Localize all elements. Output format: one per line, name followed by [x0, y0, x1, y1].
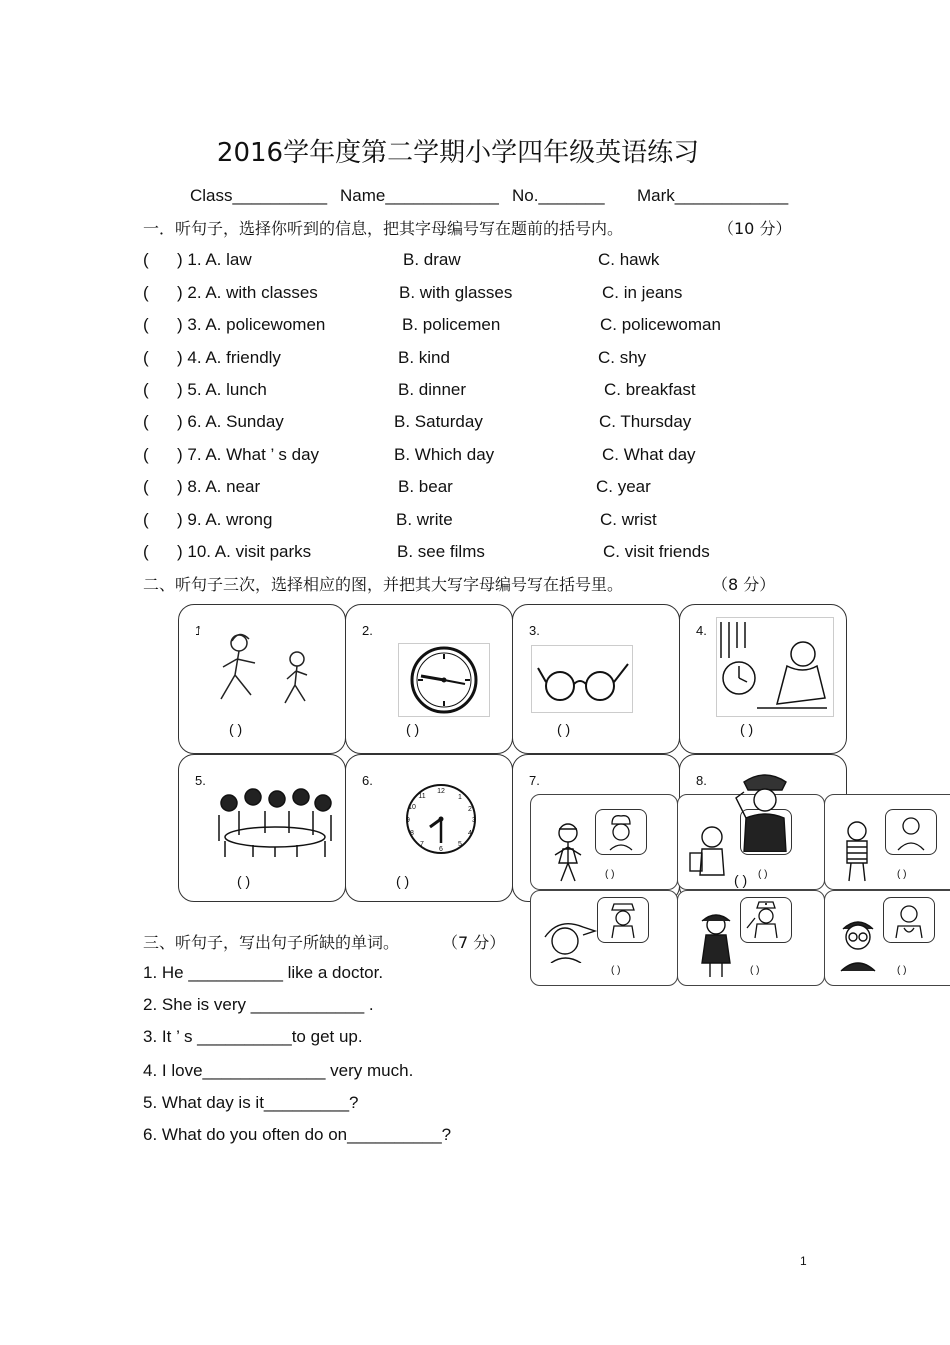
picture-card-1: [178, 604, 346, 754]
section3-score: （7 分）: [442, 933, 506, 952]
question-option-a: ) 5. A. lunch: [177, 380, 267, 399]
answer-paren[interactable]: (: [143, 542, 149, 561]
question-option-c: C. visit friends: [603, 542, 710, 561]
question-option-c: C. policewoman: [600, 315, 721, 334]
answer-blank[interactable]: ( ): [557, 721, 571, 737]
section2-score: （8 分）: [712, 575, 776, 594]
fill-sentence-5[interactable]: 5. What day is it_________?: [143, 1093, 359, 1112]
speech-bubble: [740, 897, 792, 943]
name-field[interactable]: Name____________: [340, 186, 499, 205]
question-option-a: ) 4. A. friendly: [177, 348, 281, 367]
answer-blank[interactable]: ( ): [229, 721, 243, 737]
question-option-b: B. bear: [398, 477, 453, 496]
picture-number: 6.: [362, 773, 373, 788]
speech-card-3: [824, 794, 950, 890]
boy-backpack-icon: [688, 823, 738, 883]
section2-heading: 二、听句子三次，选择相应的图，并把其大写字母编号写在括号里。: [143, 575, 624, 594]
answer-blank[interactable]: ( ): [897, 869, 907, 880]
girl-dress-icon: [694, 913, 738, 979]
picture-number: 1.: [195, 623, 206, 638]
speech-card-6: [824, 890, 950, 986]
question-option-b: B. see films: [397, 542, 485, 561]
answer-blank[interactable]: ( ): [734, 872, 748, 888]
answer-paren[interactable]: (: [143, 250, 149, 269]
question-option-b: B. write: [396, 510, 453, 529]
fill-sentence-2[interactable]: 2. She is very ____________ .: [143, 995, 374, 1014]
question-option-b: B. with glasses: [399, 283, 513, 302]
answer-blank[interactable]: ( ): [740, 721, 754, 737]
question-option-c: C. What day: [602, 445, 696, 464]
answer-paren[interactable]: (: [143, 510, 149, 529]
speech-card-4: [530, 890, 678, 986]
section1-heading: 一．听句子，选择你听到的信息，把其字母编号写在题前的括号内。: [143, 219, 624, 238]
girl-icon: [545, 821, 591, 883]
answer-paren[interactable]: (: [143, 477, 149, 496]
fill-sentence-3[interactable]: 3. It ’ s __________to get up.: [143, 1027, 363, 1046]
picture-card-2: [345, 604, 513, 754]
picture-number: 4.: [696, 623, 707, 638]
pilot-icon: [598, 898, 648, 942]
picture-number: 8.: [696, 773, 707, 788]
question-option-c: C. breakfast: [604, 380, 696, 399]
chef-icon: [596, 810, 646, 854]
boy-cap-icon: [539, 913, 599, 963]
question-option-b: B. Which day: [394, 445, 495, 464]
picture-card-3: [512, 604, 680, 754]
answer-blank[interactable]: ( ): [605, 869, 615, 880]
question-option-c: C. shy: [598, 348, 647, 367]
question-option-a: ) 2. A. with classes: [177, 283, 318, 302]
answer-paren[interactable]: (: [143, 283, 149, 302]
speech-bubble: [883, 897, 935, 943]
speech-bubble: [595, 809, 647, 855]
answer-blank[interactable]: ( ): [750, 965, 760, 976]
question-option-c: C. Thursday: [599, 412, 692, 431]
answer-paren[interactable]: (: [143, 380, 149, 399]
picture-number: 3.: [529, 623, 540, 638]
svg-text:6: 6: [439, 846, 443, 853]
answer-paren[interactable]: (: [143, 412, 149, 431]
number-field[interactable]: No._______: [512, 186, 605, 205]
alarm-clock-bed-icon: [716, 617, 834, 717]
speech-card-1: [530, 794, 678, 890]
fill-sentence-1[interactable]: 1. He __________ like a doctor.: [143, 963, 384, 982]
answer-paren[interactable]: (: [143, 315, 149, 334]
page-title: 2016学年度第二学期小学四年级英语练习: [216, 138, 700, 168]
question-option-b: B. dinner: [398, 380, 467, 399]
speech-bubble: [597, 897, 649, 943]
svg-text:3: 3: [472, 817, 476, 824]
svg-text:12: 12: [437, 788, 445, 795]
fill-sentence-4[interactable]: 4. I love_____________ very much.: [143, 1061, 414, 1080]
question-option-a: ) 3. A. policewomen: [177, 315, 326, 334]
question-option-a: ) 6. A. Sunday: [177, 412, 284, 431]
picture-card-6: [345, 754, 513, 902]
picture-number: 2.: [362, 623, 373, 638]
section3-heading: 三、听句子，写出句子所缺的单词。: [143, 933, 400, 952]
svg-text:11: 11: [418, 793, 426, 800]
man-icon: [886, 810, 936, 854]
svg-text:1: 1: [458, 794, 462, 801]
answer-paren[interactable]: (: [143, 348, 149, 367]
question-option-b: B. draw: [403, 250, 461, 269]
section1-score: （10 分）: [718, 219, 792, 238]
answer-blank[interactable]: ( ): [237, 873, 251, 889]
clock-icon: [398, 643, 490, 717]
answer-blank[interactable]: ( ): [758, 869, 768, 880]
question-option-b: B. kind: [398, 348, 450, 367]
question-option-b: B. Saturday: [394, 412, 483, 431]
running-children-icon: [199, 629, 319, 709]
svg-text:9: 9: [406, 817, 410, 824]
question-option-a: ) 10. A. visit parks: [177, 542, 312, 561]
picture-number: 5.: [195, 773, 206, 788]
question-option-c: C. in jeans: [602, 283, 683, 302]
mark-field[interactable]: Mark____________: [637, 186, 789, 205]
class-field[interactable]: Class__________: [190, 186, 328, 205]
picture-card-4: [679, 604, 847, 754]
clock-icon: [388, 781, 494, 857]
question-option-a: ) 1. A. law: [177, 250, 252, 269]
answer-paren[interactable]: (: [143, 445, 149, 464]
fill-sentence-6[interactable]: 6. What do you often do on__________?: [143, 1125, 452, 1144]
boy-glasses-icon: [833, 915, 883, 975]
svg-text:4: 4: [468, 830, 472, 837]
question-option-a: ) 8. A. near: [177, 477, 261, 496]
speech-card-5: [677, 890, 825, 986]
boy-striped-shirt-icon: [835, 819, 879, 883]
svg-text:2: 2: [468, 806, 472, 813]
picture-card-5: [178, 754, 346, 902]
question-option-c: C. wrist: [600, 510, 657, 529]
question-option-a: ) 9. A. wrong: [177, 510, 273, 529]
doctor-icon: [884, 898, 934, 942]
answer-blank[interactable]: ( ): [406, 721, 420, 737]
svg-text:5: 5: [458, 841, 462, 848]
speech-bubble: [885, 809, 937, 855]
question-option-b: B. policemen: [402, 315, 501, 334]
svg-text:7: 7: [420, 841, 424, 848]
glasses-icon: [531, 645, 633, 713]
page-number: 1: [800, 1254, 807, 1268]
answer-blank[interactable]: ( ): [897, 965, 907, 976]
question-option-a: ) 7. A. What ’ s day: [177, 445, 320, 464]
policeman-icon: [732, 768, 798, 852]
answer-blank[interactable]: ( ): [611, 965, 621, 976]
family-dinner-icon: [213, 781, 335, 857]
nurse-icon: [741, 898, 791, 942]
svg-text:10: 10: [408, 804, 416, 811]
question-option-c: C. hawk: [598, 250, 660, 269]
picture-number: 7.: [529, 773, 540, 788]
answer-blank[interactable]: ( ): [396, 873, 410, 889]
question-option-c: C. year: [596, 477, 651, 496]
svg-text:8: 8: [410, 830, 414, 837]
